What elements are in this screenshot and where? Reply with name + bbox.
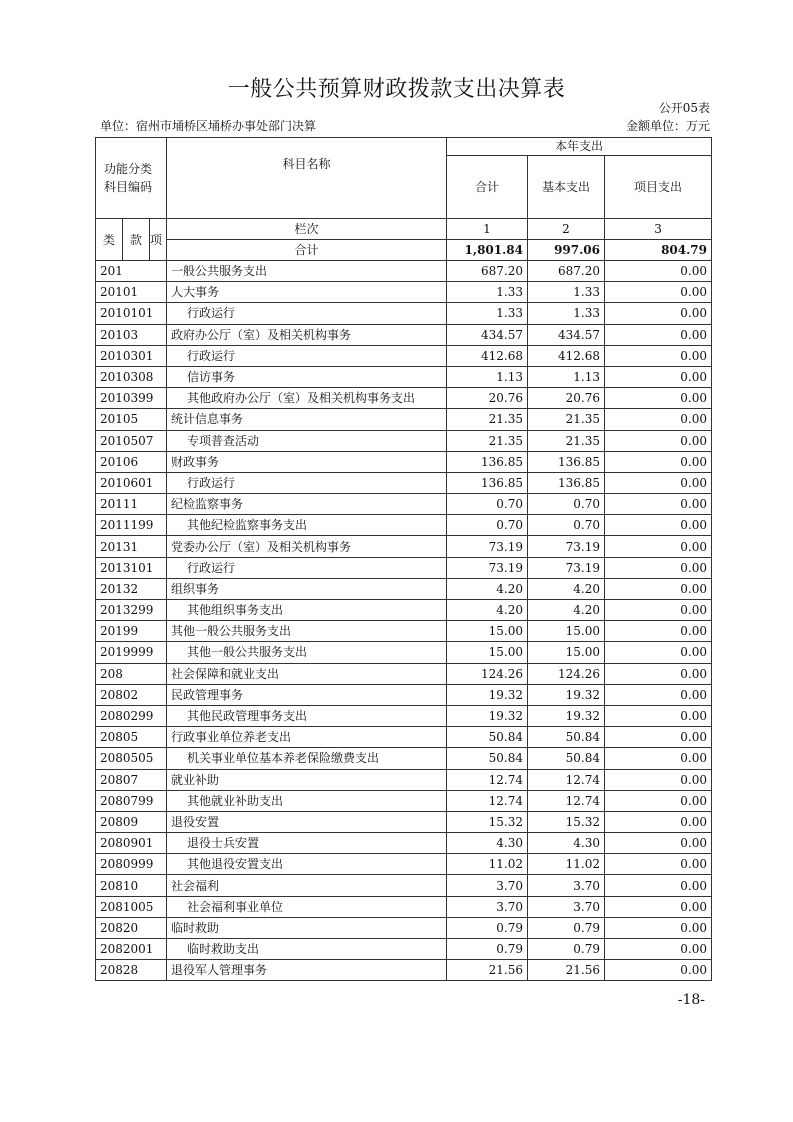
row-total: 4.20 — [447, 600, 528, 621]
row-basic: 19.32 — [528, 684, 605, 705]
row-name: 信访事务 — [167, 366, 447, 387]
page-number: -18- — [677, 992, 705, 1008]
row-basic: 21.56 — [528, 960, 605, 981]
row-basic: 1.33 — [528, 282, 605, 303]
header-kuan: 款 — [123, 219, 150, 261]
expenditure-table — [95, 137, 712, 981]
row-basic: 434.57 — [528, 324, 605, 345]
row-total: 12.74 — [447, 769, 528, 790]
row-total: 3.70 — [447, 896, 528, 917]
table-row — [96, 494, 712, 515]
table-row — [96, 345, 712, 366]
row-name: 专项普查活动 — [167, 430, 447, 451]
table-row — [96, 769, 712, 790]
row-name: 政府办公厅（室）及相关机构事务 — [167, 324, 447, 345]
row-name: 统计信息事务 — [167, 409, 447, 430]
row-code: 2011199 — [96, 515, 167, 536]
row-project: 0.00 — [605, 621, 712, 642]
header-year-expense: 本年支出 — [447, 138, 712, 156]
row-name: 临时救助支出 — [167, 939, 447, 960]
row-code: 20805 — [96, 727, 167, 748]
row-code: 2010601 — [96, 472, 167, 493]
row-name: 行政运行 — [167, 472, 447, 493]
row-total: 434.57 — [447, 324, 528, 345]
row-code: 2082001 — [96, 939, 167, 960]
row-code: 20106 — [96, 451, 167, 472]
row-total: 124.26 — [447, 663, 528, 684]
table-row — [96, 261, 712, 282]
row-name: 退役士兵安置 — [167, 833, 447, 854]
row-code: 2080299 — [96, 705, 167, 726]
row-basic: 136.85 — [528, 451, 605, 472]
row-basic: 73.19 — [528, 536, 605, 557]
row-basic: 21.35 — [528, 409, 605, 430]
row-project: 0.00 — [605, 366, 712, 387]
row-project: 0.00 — [605, 578, 712, 599]
row-total: 4.30 — [447, 833, 528, 854]
row-basic: 73.19 — [528, 557, 605, 578]
table-row — [96, 663, 712, 684]
row-code: 20810 — [96, 875, 167, 896]
table-row — [96, 960, 712, 981]
row-name: 党委办公厅（室）及相关机构事务 — [167, 536, 447, 557]
row-basic: 12.74 — [528, 790, 605, 811]
table-row — [96, 705, 712, 726]
table-row — [96, 917, 712, 938]
row-basic: 4.20 — [528, 578, 605, 599]
row-project: 0.00 — [605, 663, 712, 684]
row-name: 机关事业单位基本养老保险缴费支出 — [167, 748, 447, 769]
total-row-total: 1,801.84 — [447, 240, 528, 261]
header-col1: 1 — [447, 219, 528, 240]
row-code: 20101 — [96, 282, 167, 303]
header-project: 项目支出 — [605, 156, 712, 219]
row-total: 0.70 — [447, 515, 528, 536]
table-row — [96, 811, 712, 832]
row-total: 19.32 — [447, 705, 528, 726]
row-name: 社会福利事业单位 — [167, 896, 447, 917]
row-name: 社会福利 — [167, 875, 447, 896]
row-total: 412.68 — [447, 345, 528, 366]
row-name: 财政事务 — [167, 451, 447, 472]
row-code: 2010101 — [96, 303, 167, 324]
row-project: 0.00 — [605, 811, 712, 832]
header-xiang: 项 — [150, 219, 167, 261]
row-total: 136.85 — [447, 472, 528, 493]
row-project: 0.00 — [605, 769, 712, 790]
table-row — [96, 536, 712, 557]
row-project: 0.00 — [605, 430, 712, 451]
table-row — [96, 430, 712, 451]
table-row — [96, 875, 712, 896]
table-row — [96, 790, 712, 811]
row-project: 0.00 — [605, 345, 712, 366]
row-basic: 15.00 — [528, 642, 605, 663]
row-code: 2010301 — [96, 345, 167, 366]
table-row — [96, 472, 712, 493]
row-total: 21.35 — [447, 409, 528, 430]
row-total: 11.02 — [447, 854, 528, 875]
header-basic: 基本支出 — [528, 156, 605, 219]
row-name: 行政运行 — [167, 557, 447, 578]
row-project: 0.00 — [605, 451, 712, 472]
row-total: 19.32 — [447, 684, 528, 705]
row-code: 2081005 — [96, 896, 167, 917]
row-project: 0.00 — [605, 939, 712, 960]
header-col3: 3 — [605, 219, 712, 240]
row-project: 0.00 — [605, 261, 712, 282]
table-row — [96, 282, 712, 303]
row-basic: 0.79 — [528, 917, 605, 938]
row-basic: 15.00 — [528, 621, 605, 642]
row-total: 3.70 — [447, 875, 528, 896]
table-row — [96, 727, 712, 748]
row-project: 0.00 — [605, 303, 712, 324]
row-total: 73.19 — [447, 536, 528, 557]
row-code: 2010507 — [96, 430, 167, 451]
table-row — [96, 409, 712, 430]
table-number: 公开05表 — [658, 101, 710, 115]
row-total: 0.79 — [447, 939, 528, 960]
row-basic: 3.70 — [528, 875, 605, 896]
header-column-no: 栏次 — [167, 219, 447, 240]
row-basic: 124.26 — [528, 663, 605, 684]
row-basic: 19.32 — [528, 705, 605, 726]
table-row — [96, 324, 712, 345]
row-project: 0.00 — [605, 833, 712, 854]
row-project: 0.00 — [605, 494, 712, 515]
row-name: 民政管理事务 — [167, 684, 447, 705]
header-code-group: 功能分类科目编码 — [96, 138, 167, 219]
total-row-project: 804.79 — [605, 240, 712, 261]
row-total: 21.56 — [447, 960, 528, 981]
row-total: 21.35 — [447, 430, 528, 451]
row-name: 行政运行 — [167, 303, 447, 324]
table-row — [96, 896, 712, 917]
row-total: 20.76 — [447, 388, 528, 409]
row-project: 0.00 — [605, 748, 712, 769]
table-row — [96, 939, 712, 960]
row-project: 0.00 — [605, 600, 712, 621]
row-code: 2013299 — [96, 600, 167, 621]
row-code: 2080999 — [96, 854, 167, 875]
row-total: 1.33 — [447, 282, 528, 303]
row-basic: 15.32 — [528, 811, 605, 832]
row-project: 0.00 — [605, 875, 712, 896]
row-name: 其他一般公共服务支出 — [167, 642, 447, 663]
row-basic: 50.84 — [528, 727, 605, 748]
row-name: 退役安置 — [167, 811, 447, 832]
table-row — [96, 621, 712, 642]
row-basic: 11.02 — [528, 854, 605, 875]
table-row — [96, 557, 712, 578]
row-project: 0.00 — [605, 472, 712, 493]
row-code: 20809 — [96, 811, 167, 832]
money-unit: 金额单位：万元 — [625, 119, 710, 133]
row-basic: 21.35 — [528, 430, 605, 451]
row-basic: 50.84 — [528, 748, 605, 769]
row-name: 其他一般公共服务支出 — [167, 621, 447, 642]
row-project: 0.00 — [605, 388, 712, 409]
row-basic: 20.76 — [528, 388, 605, 409]
row-name: 组织事务 — [167, 578, 447, 599]
row-basic: 4.20 — [528, 600, 605, 621]
row-total: 0.79 — [447, 917, 528, 938]
row-code: 20105 — [96, 409, 167, 430]
table-row — [96, 642, 712, 663]
row-total: 73.19 — [447, 557, 528, 578]
row-code: 201 — [96, 261, 167, 282]
row-total: 15.00 — [447, 642, 528, 663]
table-row — [96, 600, 712, 621]
row-basic: 0.70 — [528, 515, 605, 536]
row-name: 行政事业单位养老支出 — [167, 727, 447, 748]
row-total: 12.74 — [447, 790, 528, 811]
row-total: 136.85 — [447, 451, 528, 472]
table-row — [96, 451, 712, 472]
row-code: 20103 — [96, 324, 167, 345]
header-lei: 类 — [96, 219, 123, 261]
row-total: 15.32 — [447, 811, 528, 832]
table-row — [96, 388, 712, 409]
row-project: 0.00 — [605, 557, 712, 578]
table-row — [96, 578, 712, 599]
row-project: 0.00 — [605, 896, 712, 917]
row-name: 其他纪检监察事务支出 — [167, 515, 447, 536]
row-basic: 4.30 — [528, 833, 605, 854]
row-name: 其他组织事务支出 — [167, 600, 447, 621]
row-project: 0.00 — [605, 324, 712, 345]
row-project: 0.00 — [605, 515, 712, 536]
row-name: 临时救助 — [167, 917, 447, 938]
table-row — [96, 684, 712, 705]
row-basic: 687.20 — [528, 261, 605, 282]
row-code: 20111 — [96, 494, 167, 515]
row-project: 0.00 — [605, 642, 712, 663]
row-total: 0.70 — [447, 494, 528, 515]
table-row — [96, 833, 712, 854]
row-project: 0.00 — [605, 960, 712, 981]
row-code: 20132 — [96, 578, 167, 599]
row-total: 4.20 — [447, 578, 528, 599]
total-row-basic: 997.06 — [528, 240, 605, 261]
row-basic: 1.33 — [528, 303, 605, 324]
row-name: 行政运行 — [167, 345, 447, 366]
row-basic: 0.79 — [528, 939, 605, 960]
row-name: 退役军人管理事务 — [167, 960, 447, 981]
row-project: 0.00 — [605, 917, 712, 938]
row-code: 2013101 — [96, 557, 167, 578]
row-name: 其他退役安置支出 — [167, 854, 447, 875]
row-code: 20820 — [96, 917, 167, 938]
total-row-label: 合计 — [167, 240, 447, 261]
row-code: 208 — [96, 663, 167, 684]
row-code: 2080901 — [96, 833, 167, 854]
row-code: 20828 — [96, 960, 167, 981]
row-total: 15.00 — [447, 621, 528, 642]
row-basic: 12.74 — [528, 769, 605, 790]
row-name: 社会保障和就业支出 — [167, 663, 447, 684]
row-code: 20131 — [96, 536, 167, 557]
row-basic: 1.13 — [528, 366, 605, 387]
row-code: 2080505 — [96, 748, 167, 769]
row-basic: 3.70 — [528, 896, 605, 917]
row-basic: 136.85 — [528, 472, 605, 493]
table-row — [96, 303, 712, 324]
row-name: 人大事务 — [167, 282, 447, 303]
row-code: 2019999 — [96, 642, 167, 663]
reporting-unit: 单位：宿州市埇桥区埇桥办事处部门决算 — [100, 119, 317, 133]
row-name: 一般公共服务支出 — [167, 261, 447, 282]
row-project: 0.00 — [605, 790, 712, 811]
table-row — [96, 748, 712, 769]
table-row — [96, 515, 712, 536]
row-project: 0.00 — [605, 536, 712, 557]
row-project: 0.00 — [605, 705, 712, 726]
row-total: 687.20 — [447, 261, 528, 282]
row-name: 其他就业补助支出 — [167, 790, 447, 811]
row-total: 50.84 — [447, 748, 528, 769]
row-name: 其他政府办公厅（室）及相关机构事务支出 — [167, 388, 447, 409]
row-basic: 412.68 — [528, 345, 605, 366]
header-subject-name: 科目名称 — [167, 138, 447, 219]
row-total: 1.33 — [447, 303, 528, 324]
page-title: 一般公共预算财政拨款支出决算表 — [227, 77, 566, 102]
row-project: 0.00 — [605, 409, 712, 430]
table-row — [96, 366, 712, 387]
row-code: 20802 — [96, 684, 167, 705]
row-code: 20199 — [96, 621, 167, 642]
table-row — [96, 854, 712, 875]
row-project: 0.00 — [605, 854, 712, 875]
row-project: 0.00 — [605, 684, 712, 705]
row-code: 20807 — [96, 769, 167, 790]
row-name: 就业补助 — [167, 769, 447, 790]
row-code: 2080799 — [96, 790, 167, 811]
row-code: 2010399 — [96, 388, 167, 409]
row-total: 50.84 — [447, 727, 528, 748]
header-total: 合计 — [447, 156, 528, 219]
header-col2: 2 — [528, 219, 605, 240]
row-name: 其他民政管理事务支出 — [167, 705, 447, 726]
row-total: 1.13 — [447, 366, 528, 387]
row-basic: 0.70 — [528, 494, 605, 515]
row-code: 2010308 — [96, 366, 167, 387]
row-project: 0.00 — [605, 282, 712, 303]
row-project: 0.00 — [605, 727, 712, 748]
row-name: 纪检监察事务 — [167, 494, 447, 515]
